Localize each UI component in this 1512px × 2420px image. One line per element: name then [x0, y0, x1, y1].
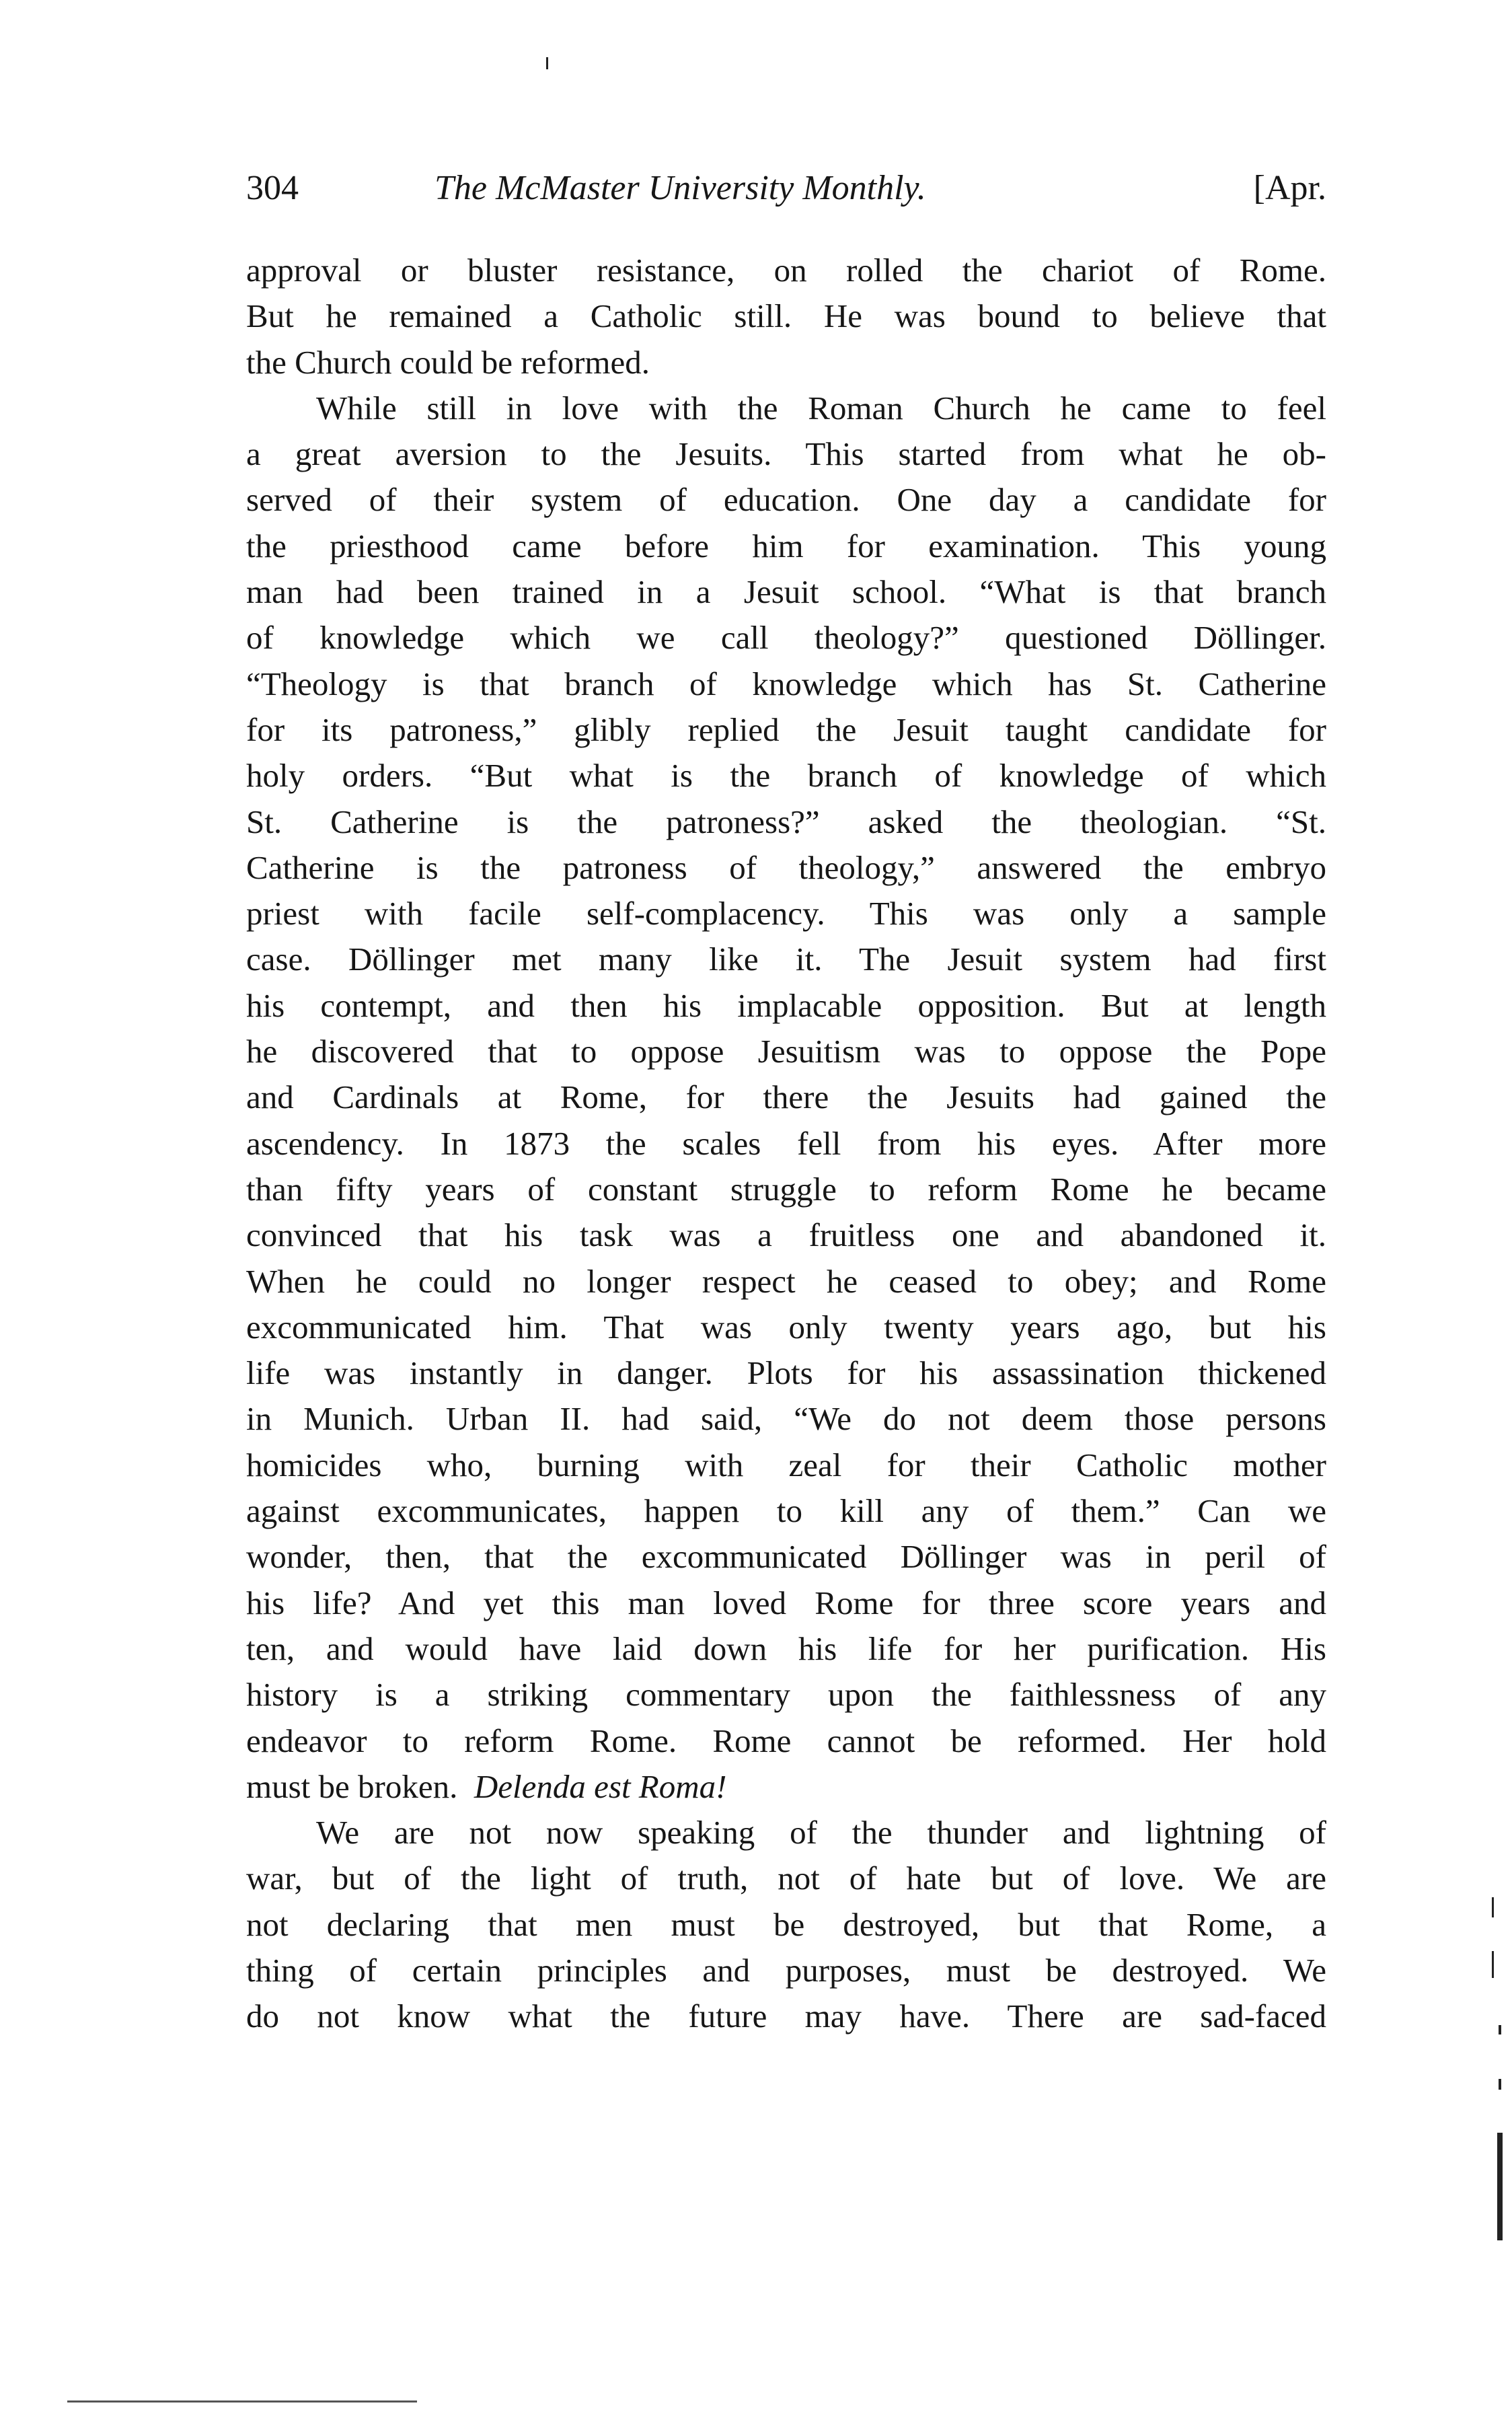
page-number: 304	[246, 169, 299, 207]
closing-phrase: Delenda est Roma!	[474, 1767, 727, 1805]
text-line	[246, 1764, 1326, 1810]
text-line: endeavor to reform Rome. Rome cannot be reformed. Her hold	[246, 1722, 1326, 1759]
scan-mark	[1492, 1897, 1494, 1917]
text-line: holy orders. “But what is the branch of knowledge of which	[246, 757, 1326, 795]
text-line: than fifty years of constant struggle to reform Rome he became	[246, 1170, 1326, 1208]
scan-mark	[1492, 1951, 1494, 1978]
text-line: the Church could be reformed.	[246, 343, 650, 381]
scan-mark	[546, 57, 548, 69]
text-line: case. Döllinger met many like it. The Jesuit system had first	[246, 941, 1326, 978]
text-line: excommunicated him. That was only twenty years ago, but his	[246, 1308, 1326, 1346]
page	[246, 161, 1326, 2040]
text-line: But he remained a Catholic still. He was bound to believe that	[246, 297, 1326, 335]
text-line: of knowledge which we call theology?” questioned Döllinger.	[246, 619, 1326, 657]
scan-mark	[1497, 2133, 1503, 2240]
text-line: homicides who, burning with zeal for their Catholic mother	[246, 1446, 1326, 1483]
scan-mark	[1499, 2079, 1501, 2090]
text-line: do not know what the future may have. There are sad-faced	[246, 1997, 1326, 2035]
issue-month: [Apr.	[1253, 169, 1326, 207]
scan-mark	[67, 2400, 417, 2403]
text-line: ascendency. In 1873 the scales fell from his eyes. After more	[246, 1124, 1326, 1162]
text-line: When he could no longer respect he ceased to obey; and Rome	[246, 1262, 1326, 1300]
text-line: approval or bluster resistance, on rolled the chariot of Rome.	[246, 252, 1326, 289]
text-line: priest with facile self-complacency. This was only a sample	[246, 895, 1326, 932]
text-line: convinced that his task was a fruitless one and abandoned it.	[246, 1216, 1326, 1254]
running-head	[246, 161, 1326, 215]
text-line: ten, and would have laid down his life for her purification. His	[246, 1629, 1326, 1667]
text-line: man had been trained in a Jesuit school. “What is that branch	[246, 573, 1326, 611]
text-line: against excommunicates, happen to kill any of them.” Can we	[246, 1492, 1326, 1530]
journal-title: The McMaster University Monthly.	[434, 169, 926, 207]
text-line: and Cardinals at Rome, for there the Jesuits had gained the	[246, 1078, 1326, 1116]
text-line: history is a striking commentary upon the faithlessness of any	[246, 1676, 1326, 1714]
text-line: war, but of the light of truth, not of hate but of love. We are	[246, 1860, 1326, 1897]
text-line: wonder, then, that the excommunicated Döllinger was in peril of	[246, 1538, 1326, 1576]
text-line: Catherine is the patroness of theology,” answered the embryo	[246, 848, 1326, 886]
text-line: life was instantly in danger. Plots for his assassination thickened	[246, 1354, 1326, 1392]
text-line: for its patroness,” glibly replied the Jesuit taught candidate for	[246, 710, 1326, 748]
text-line: served of their system of education. One day a candidate for	[246, 481, 1326, 519]
text-line: thing of certain principles and purposes, must be destroyed. We	[246, 1951, 1326, 1989]
text-line: in Munich. Urban II. had said, “We do not deem those persons	[246, 1400, 1326, 1438]
text-line: “Theology is that branch of knowledge which has St. Catherine	[246, 665, 1326, 702]
text-line: a great aversion to the Jesuits. This started from what he ob-	[246, 435, 1326, 473]
text-line: he discovered that to oppose Jesuitism was to oppose the Pope	[246, 1033, 1326, 1070]
text-line: While still in love with the Roman Church he came to feel	[316, 389, 1326, 427]
scan-mark	[1499, 2025, 1501, 2034]
text-line: the priesthood came before him for examination. This young	[246, 527, 1326, 564]
text-line: St. Catherine is the patroness?” asked the theologian. “St.	[246, 803, 1326, 840]
text-line: not declaring that men must be destroyed, but that Rome, a	[246, 1905, 1326, 1943]
text-line: his life? And yet this man loved Rome for three score years and	[246, 1584, 1326, 1621]
text-line-start: must be broken.	[246, 1767, 458, 1805]
text-line: We are not now speaking of the thunder and lightning of	[316, 1814, 1326, 1851]
body-text	[246, 248, 1326, 2040]
text-line: his contempt, and then his implacable opposition. But at length	[246, 986, 1326, 1024]
